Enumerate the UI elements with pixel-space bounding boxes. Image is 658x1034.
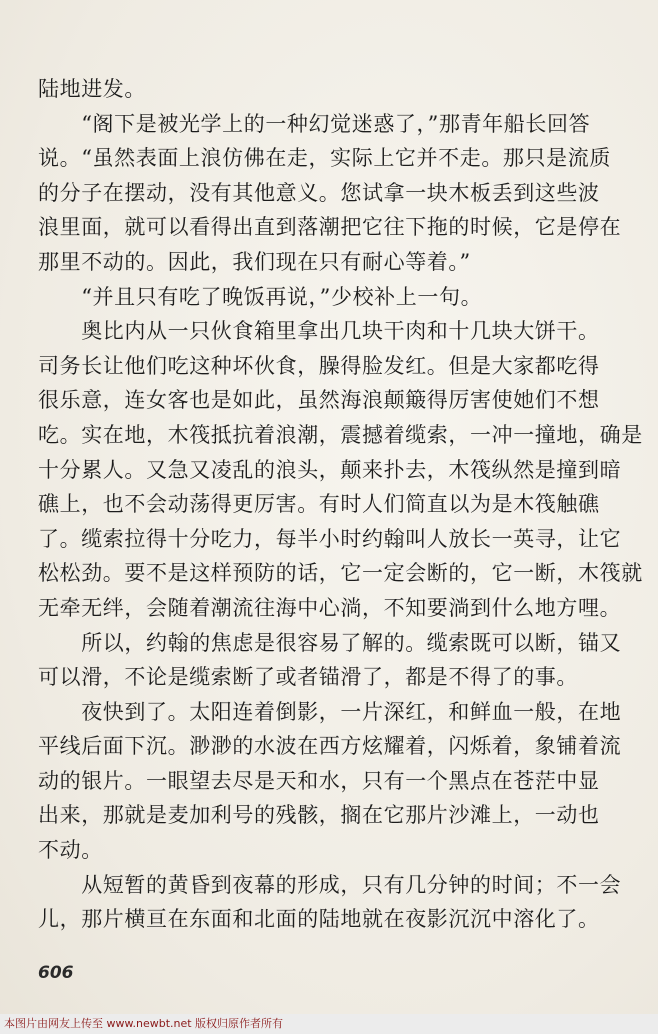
text-line: 动的银片。一眼望去尽是天和水，只有一个黑点在苍茫中显 bbox=[38, 768, 600, 793]
text-line: 很乐意，连女客也是如此，虽然海浪颠簸得厉害使她们不想 bbox=[38, 388, 600, 413]
text-line: 礁上，也不会动荡得更厉害。有时人们简直以为是木筏触礁 bbox=[38, 492, 600, 517]
text-line: 出来，那就是麦加利号的残骸，搁在它那片沙滩上，一动也 bbox=[38, 803, 600, 828]
body-text bbox=[38, 72, 643, 937]
text-line: 那里不动的。因此，我们现在只有耐心等着。” bbox=[38, 249, 471, 274]
text-line: “阁下是被光学上的一种幻觉迷惑了，”那青年船长回答 bbox=[38, 111, 591, 136]
text-line: 松松劲。要不是这样预防的话，它一定会断的，它一断，木筏就 bbox=[38, 561, 643, 586]
text-line: 奥比内从一只伙食箱里拿出几块干肉和十几块大饼干。 bbox=[38, 319, 600, 344]
text-line: 平线后面下沉。渺渺的水波在西方炫耀着，闪烁着，象铺着流 bbox=[38, 734, 622, 759]
text-line: 十分累人。又急又凌乱的浪头，颠来扑去，木筏纵然是撞到暗 bbox=[38, 457, 622, 482]
text-line: 浪里面，就可以看得出直到落潮把它往下拖的时候，它是停在 bbox=[38, 215, 622, 240]
text-line: 所以，约翰的焦虑是很容易了解的。缆索既可以断，锚又 bbox=[38, 630, 622, 655]
text-line: 吃。实在地，木筏抵抗着浪潮，震撼着缆索，一冲一撞地，确是 bbox=[38, 422, 643, 447]
text-line: 陆地进发。 bbox=[38, 77, 146, 101]
text-line: 夜快到了。太阳连着倒影，一片深红，和鲜血一般，在地 bbox=[38, 699, 622, 724]
source-footer: 本图片由网友上传至 www.newbt.net 版权归原作者所有 bbox=[0, 1014, 658, 1034]
text-line: 不动。 bbox=[38, 838, 103, 863]
text-line: 说。“虽然表面上浪仿佛在走，实际上它并不走。那只是流质 bbox=[38, 146, 611, 171]
page-number: 606 bbox=[38, 963, 74, 983]
text-line: 儿，那片横亘在东面和北面的陆地就在夜影沉沉中溶化了。 bbox=[38, 907, 600, 932]
text-line: 司务长让他们吃这种坏伙食，臊得脸发红。但是大家都吃得 bbox=[38, 353, 600, 378]
text-line: 的分子在摆动，没有其他意义。您试拿一块木板丢到这些波 bbox=[38, 180, 600, 205]
text-line: 从短暂的黄昏到夜幕的形成，只有几分钟的时间；不一会 bbox=[38, 872, 622, 897]
text-line: 了。缆索拉得十分吃力，每半小时约翰叫人放长一英寻，让它 bbox=[38, 526, 622, 551]
text-line: 可以滑，不论是缆索断了或者锚滑了，都是不得了的事。 bbox=[38, 665, 578, 690]
text-line: 无牵无绊，会随着潮流往海中心淌，不知要淌到什么地方哩。 bbox=[38, 595, 622, 620]
text-line: “并且只有吃了晚饭再说，”少校补上一句。 bbox=[38, 284, 483, 309]
